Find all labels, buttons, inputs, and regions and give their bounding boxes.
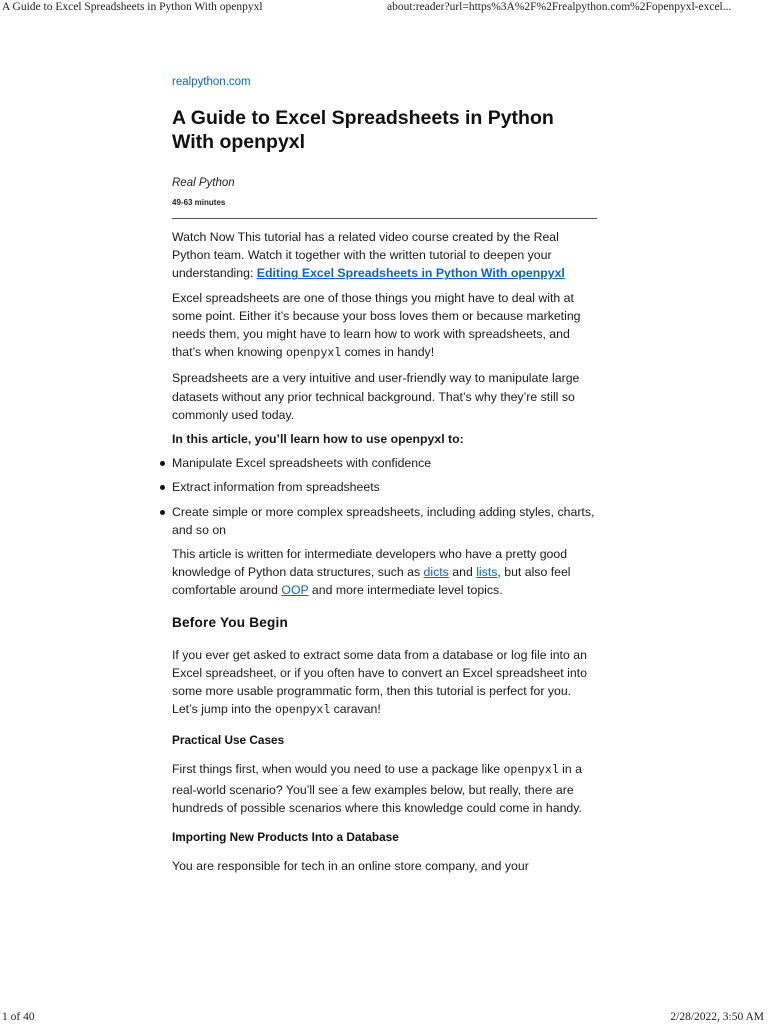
print-page-number: 1 of 40 bbox=[2, 1011, 35, 1023]
paragraph: Spreadsheets are a very intuitive and user-friendly way to manipulate large datasets without any prior technical background. That’s why they’re still so commonly used today. bbox=[172, 371, 580, 422]
source-domain-link[interactable]: realpython.com bbox=[172, 76, 251, 88]
inline-code: openpyxl bbox=[503, 764, 559, 778]
print-footer bbox=[0, 1010, 768, 1024]
article-author: Real Python bbox=[172, 177, 235, 189]
list-item bbox=[172, 478, 597, 496]
list-item-text: Create simple or more complex spreadsheets, including adding styles, charts, and so on bbox=[172, 504, 595, 537]
print-page-title: A Guide to Excel Spreadsheets in Python With openpyxl bbox=[2, 1, 263, 13]
paragraph bbox=[172, 760, 597, 817]
video-course-link[interactable]: Editing Excel Spreadsheets in Python With openpyxl bbox=[256, 266, 565, 281]
paragraph: You are responsible for tech in an online store company, and your bbox=[172, 859, 529, 874]
intro-text: Watch Now This tutorial has a related video course created by the Real Python team. Watch it together with the written tutorial to deepen your understanding: bbox=[172, 230, 559, 281]
paragraph-text: comes in handy! bbox=[341, 345, 435, 360]
subsection-heading-practical-use-cases: Practical Use Cases bbox=[172, 733, 285, 748]
list-item bbox=[172, 454, 597, 472]
inline-code: openpyxl bbox=[285, 347, 342, 361]
article-content bbox=[172, 228, 597, 875]
print-datetime: 2/28/2022, 3:50 AM bbox=[670, 1011, 764, 1023]
inline-code: openpyxl bbox=[275, 704, 331, 718]
paragraph-text: This article is written for intermediate developers who have a pretty good knowledge of Python data structures, such as bbox=[172, 547, 568, 580]
paragraph bbox=[172, 289, 597, 364]
print-header bbox=[0, 0, 768, 18]
bullet-icon bbox=[160, 510, 165, 515]
learn-heading: In this article, you’ll learn how to use openpyxl to: bbox=[172, 432, 464, 447]
intro-paragraph bbox=[172, 228, 597, 283]
bullet-icon bbox=[160, 461, 165, 466]
list-item-text: Extract information from spreadsheets bbox=[172, 480, 380, 495]
paragraph-text: Excel spreadsheets are one of those things you might have to deal with at some point. Either it’s because your boss loves them or because marketing needs them, you might have to learn how to work with spreadsheets, and that’s when knowing bbox=[172, 290, 581, 360]
list-item bbox=[172, 503, 597, 539]
paragraph-text: and bbox=[448, 565, 477, 580]
learn-list bbox=[172, 454, 597, 539]
article-title: A Guide to Excel Spreadsheets in Python With openpyxl bbox=[172, 107, 554, 153]
subsection-heading-importing-products: Importing New Products Into a Database bbox=[172, 830, 399, 845]
paragraph-text: If you ever get asked to extract some data from a database or log file into an Excel spreadsheet, or if you often have to convert an Excel spreadsheet into some more usable programmatic form, then this tutorial is perfect for you. Let’s jump into the bbox=[172, 647, 587, 717]
reading-time: 49-63 minutes bbox=[172, 198, 226, 207]
paragraph bbox=[172, 646, 597, 721]
lists-link[interactable]: lists bbox=[476, 565, 498, 580]
header-divider bbox=[172, 218, 597, 219]
paragraph-text: caravan! bbox=[330, 702, 381, 717]
paragraph-text: and more intermediate level topics. bbox=[308, 583, 503, 598]
oop-link[interactable]: OOP bbox=[281, 583, 309, 598]
paragraph-text: in a real-world scenario? You’ll see a few examples below, but really, there are hundreds of possible scenarios where this knowledge could come in handy. bbox=[172, 762, 582, 815]
dicts-link[interactable]: dicts bbox=[423, 565, 449, 580]
reader-article bbox=[172, 74, 597, 881]
section-heading-before-you-begin: Before You Begin bbox=[172, 614, 288, 630]
paragraph-text: , but also feel comfortable around bbox=[172, 565, 571, 598]
list-item-text: Manipulate Excel spreadsheets with confidence bbox=[172, 456, 432, 471]
bullet-icon bbox=[160, 485, 165, 490]
paragraph bbox=[172, 545, 597, 600]
print-url: about:reader?url=https%3A%2F%2Frealpython.com%2Fopenpyxl-excel... bbox=[387, 1, 732, 13]
paragraph-text: First things first, when would you need to use a package like bbox=[172, 762, 504, 777]
